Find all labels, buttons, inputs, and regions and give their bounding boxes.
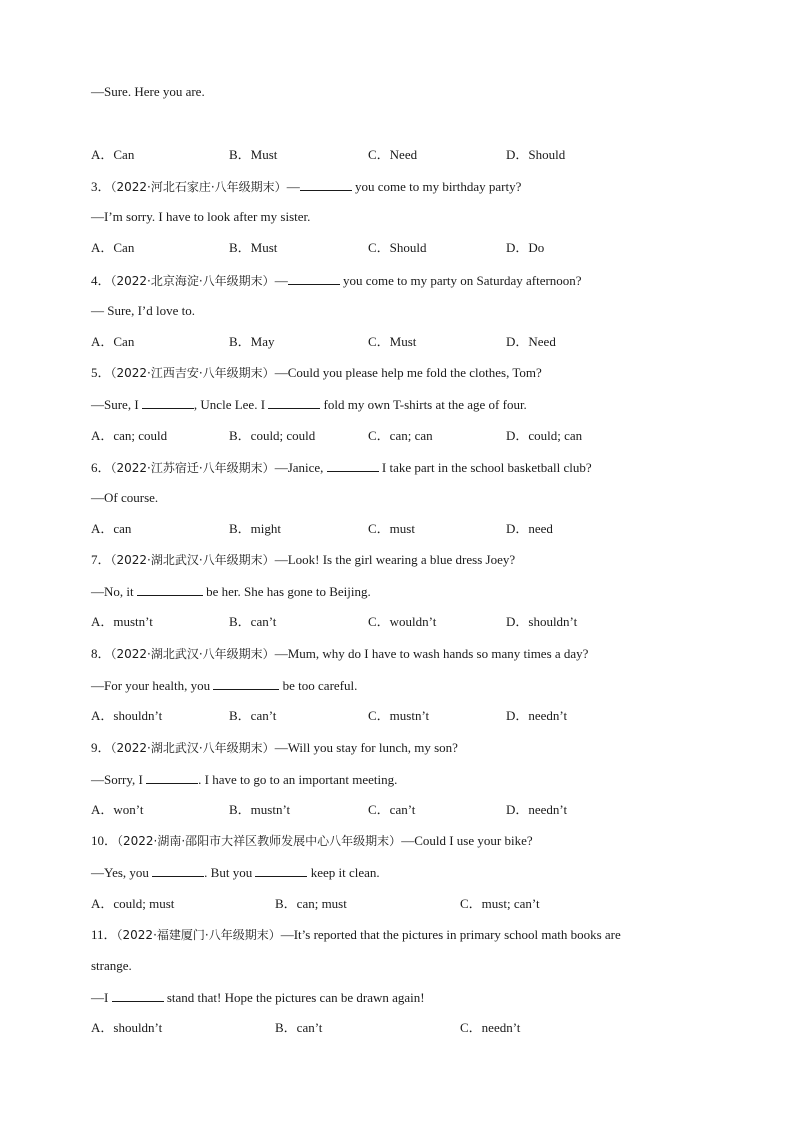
option-c[interactable]: C．can; can — [368, 428, 433, 443]
answer-text: —Yes, you — [91, 865, 153, 880]
question-9-answer — [91, 771, 397, 788]
option-d[interactable]: D．shouldn’t — [506, 614, 578, 629]
question-10-stem — [91, 833, 533, 849]
option-b[interactable]: B．can’t — [229, 614, 277, 629]
question-3-answer — [91, 209, 310, 225]
answer-blank[interactable] — [300, 178, 352, 191]
question-number: 7． — [91, 552, 111, 567]
question-6-stem — [91, 459, 592, 476]
question-6-answer — [91, 490, 158, 506]
option-a[interactable]: A．can — [91, 521, 132, 536]
question-number: 5． — [91, 365, 111, 380]
question-source: （2022·江西吉安·八年级期末） — [110, 366, 275, 380]
answer-text: be too careful. — [279, 678, 358, 693]
answer-blank[interactable] — [137, 583, 203, 596]
answer-text: . I have to go to an important meeting. — [198, 772, 398, 787]
option-c[interactable]: C．Must — [368, 334, 417, 349]
option-a[interactable]: A．Can — [91, 240, 135, 255]
question-4-answer — [91, 303, 195, 319]
option-d[interactable]: D．need — [506, 521, 553, 536]
answer-text: fold my own T-shirts at the age of four. — [320, 397, 527, 412]
question-10-answer — [91, 864, 380, 881]
question-source: （2022·河北石家庄·八年级期末） — [110, 180, 287, 194]
question-source: （2022·湖北武汉·八年级期末） — [110, 647, 275, 661]
answer-text: —Of course. — [91, 490, 159, 505]
option-b[interactable]: B．May — [229, 334, 275, 349]
answer-text: , Uncle Lee. I — [193, 397, 269, 412]
answer-text: — Sure, I’d love to. — [91, 303, 195, 318]
answer-text: —Sorry, I — [91, 772, 147, 787]
option-a[interactable]: A．mustn’t — [91, 614, 153, 629]
option-b[interactable]: B．Must — [229, 240, 278, 255]
question-11-stem-continued — [91, 958, 132, 974]
option-a[interactable]: A．shouldn’t — [91, 708, 163, 723]
option-d[interactable]: D．could; can — [506, 428, 583, 443]
stem-text: you come to my birthday party? — [351, 179, 522, 194]
option-d[interactable]: D．Need — [506, 334, 556, 349]
answer-text: keep it clean. — [307, 865, 380, 880]
answer-text: —For your health, you — [91, 678, 214, 693]
question-3-stem — [91, 178, 521, 195]
question-number: 4． — [91, 273, 111, 288]
question-8-answer — [91, 677, 357, 694]
option-c[interactable]: C．must — [368, 521, 415, 536]
stem-text: —It’s reported that the pictures in primary school math books are — [280, 927, 621, 942]
stem-text: —Could you please help me fold the clothes, Tom? — [274, 365, 542, 380]
stem-text: —Will you stay for lunch, my son? — [274, 740, 458, 755]
question-5-stem — [91, 365, 542, 381]
question-source: （2022·江苏宿迁·八年级期末） — [110, 461, 275, 475]
option-d[interactable]: D．needn’t — [506, 802, 568, 817]
stem-text: — — [274, 273, 288, 288]
question-number: 10． — [91, 833, 118, 848]
answer-blank[interactable] — [142, 396, 194, 409]
option-b[interactable]: B．might — [229, 521, 282, 536]
option-c[interactable]: C．Should — [368, 240, 427, 255]
answer-text: stand that! Hope the pictures can be drawn again! — [163, 990, 425, 1005]
answer-text: . But you — [204, 865, 256, 880]
answer-blank[interactable] — [112, 989, 164, 1002]
answer-blank[interactable] — [327, 459, 379, 472]
option-a[interactable]: A．can; could — [91, 428, 168, 443]
option-a[interactable]: A．Can — [91, 147, 135, 162]
question-9-stem — [91, 740, 458, 756]
answer-blank[interactable] — [152, 864, 204, 877]
answer-blank[interactable] — [288, 272, 340, 285]
question-number: 8． — [91, 646, 111, 661]
option-c[interactable]: C．wouldn’t — [368, 614, 437, 629]
option-d[interactable]: D．needn’t — [506, 708, 568, 723]
stem-text: — — [286, 179, 300, 194]
question-number: 11． — [91, 927, 117, 942]
stem-text: —Look! Is the girl wearing a blue dress Joey? — [274, 552, 516, 567]
question-source: （2022·福建厦门·八年级期末） — [116, 928, 281, 942]
question-source: （2022·北京海淀·八年级期末） — [110, 274, 275, 288]
question-11-answer — [91, 989, 425, 1006]
question-source: （2022·湖南·邵阳市大祥区教师发展中心八年级期末） — [117, 834, 402, 848]
question-7-answer — [91, 583, 371, 600]
option-b[interactable]: B．could; could — [229, 428, 316, 443]
question-number: 3． — [91, 179, 111, 194]
question-11-stem — [91, 927, 621, 943]
option-c[interactable]: C．mustn’t — [368, 708, 430, 723]
option-b[interactable]: B．can; must — [275, 896, 347, 911]
stem-text: —Mum, why do I have to wash hands so many times a day? — [274, 646, 589, 661]
question-8-stem — [91, 646, 588, 662]
answer-blank[interactable] — [268, 396, 320, 409]
stem-text: you come to my party on Saturday afternoon? — [339, 273, 582, 288]
answer-blank[interactable] — [255, 864, 307, 877]
option-b[interactable]: B．Must — [229, 147, 278, 162]
option-c[interactable]: C．needn’t — [460, 1020, 521, 1035]
question-7-stem — [91, 552, 515, 568]
question-number: 9． — [91, 740, 111, 755]
option-b[interactable]: B．can’t — [229, 708, 277, 723]
option-c[interactable]: C．Need — [368, 147, 418, 162]
option-a[interactable]: A．Can — [91, 334, 135, 349]
answer-text: be her. She has gone to Beijing. — [202, 584, 371, 599]
stem-text: strange. — [91, 958, 132, 973]
answer-text: —I — [91, 990, 112, 1005]
answer-text: —I’m sorry. I have to look after my sister. — [91, 209, 311, 224]
question-4-stem — [91, 272, 582, 289]
question-source: （2022·湖北武汉·八年级期末） — [110, 553, 275, 567]
stem-text: —Janice, — [274, 460, 327, 475]
question-source: （2022·湖北武汉·八年级期末） — [110, 741, 275, 755]
stem-text: I take part in the school basketball club? — [378, 460, 592, 475]
option-a[interactable]: A．could; must — [91, 896, 175, 911]
stem-text: —Could I use your bike? — [401, 833, 533, 848]
answer-line — [91, 84, 205, 100]
option-a[interactable]: A．shouldn’t — [91, 1020, 163, 1035]
question-number: 6． — [91, 460, 111, 475]
option-c[interactable]: C．can’t — [368, 802, 416, 817]
option-d[interactable]: D．Should — [506, 147, 566, 162]
answer-blank[interactable] — [213, 677, 279, 690]
option-c[interactable]: C．must; can’t — [460, 896, 540, 911]
answer-text: —Sure. Here you are. — [91, 84, 205, 99]
option-b[interactable]: B．can’t — [275, 1020, 323, 1035]
option-a[interactable]: A．won’t — [91, 802, 144, 817]
answer-blank[interactable] — [146, 771, 198, 784]
answer-text: —Sure, I — [91, 397, 142, 412]
answer-text: —No, it — [91, 584, 137, 599]
question-5-answer — [91, 396, 527, 413]
option-d[interactable]: D．Do — [506, 240, 545, 255]
option-b[interactable]: B．mustn’t — [229, 802, 291, 817]
